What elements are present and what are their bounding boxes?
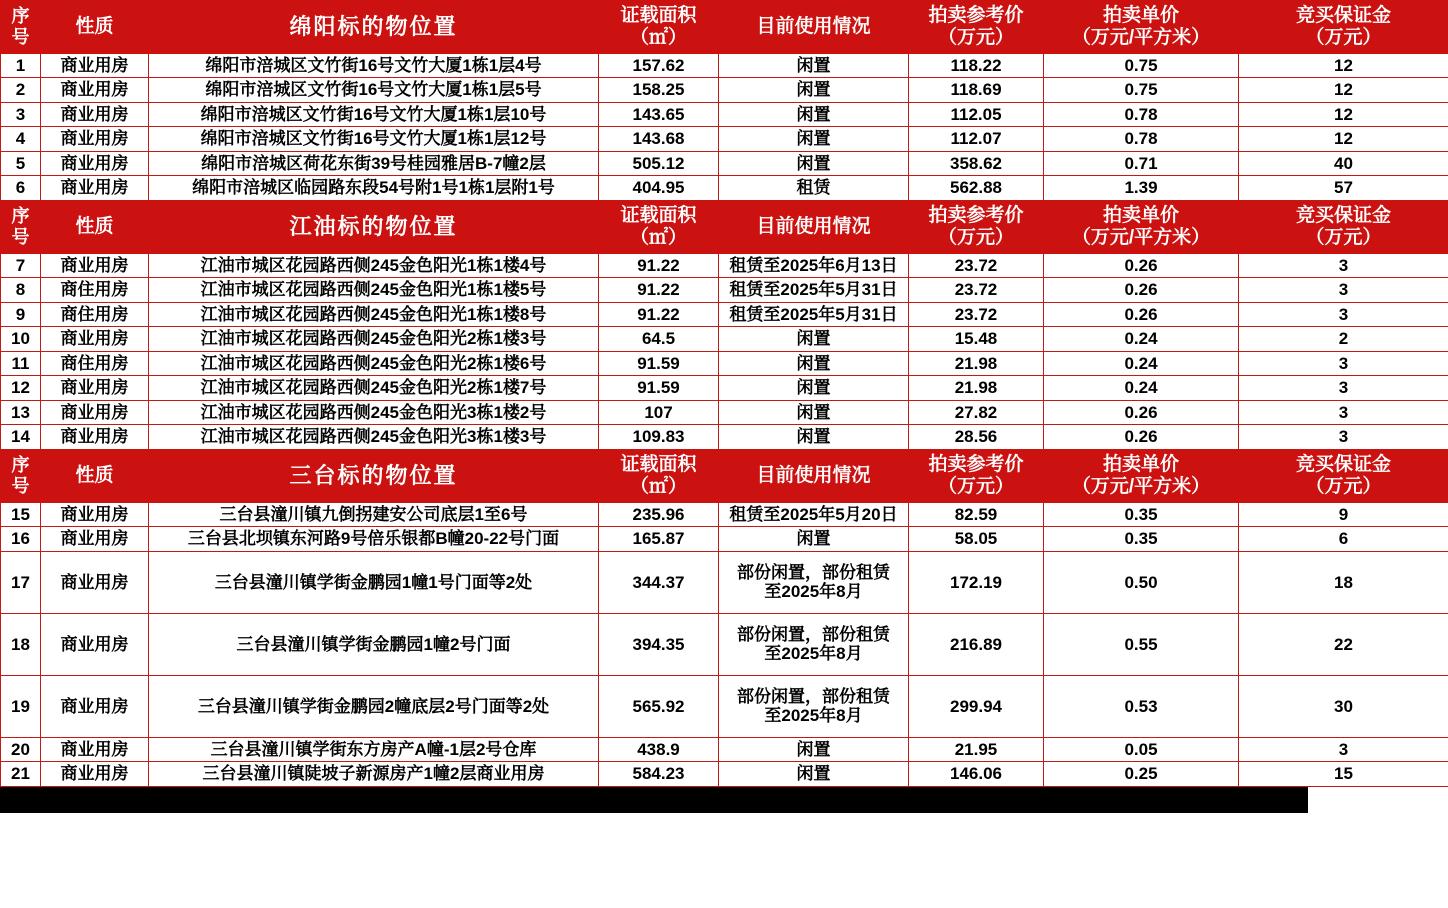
cell-deposit: 3 [1239, 400, 1448, 425]
column-header-nature: 性质 [41, 1, 149, 54]
cell-nature: 商业用房 [41, 376, 149, 401]
cell-nature: 商业用房 [41, 78, 149, 103]
cell-area: 107 [599, 400, 719, 425]
column-header-index: 序号 [1, 1, 41, 54]
cell-area: 143.68 [599, 127, 719, 152]
cell-nature: 商住用房 [41, 278, 149, 303]
cell-location: 绵阳市涪城区荷花东街39号桂园雅居B-7幢2层 [149, 151, 599, 176]
cell-ref-price: 21.98 [909, 351, 1044, 376]
cell-usage-line2: 至2025年8月 [764, 582, 863, 602]
cell-deposit: 2 [1239, 327, 1448, 352]
cell-area: 505.12 [599, 151, 719, 176]
cell-usage: 租赁至2025年5月31日 [719, 302, 909, 327]
table-row [1, 376, 1448, 401]
cell-area: 157.62 [599, 53, 719, 78]
cell-nature: 商业用房 [41, 176, 149, 201]
cell-nature: 商业用房 [41, 151, 149, 176]
column-header-nature: 性质 [41, 450, 149, 503]
cell-index: 5 [1, 151, 41, 176]
column-header-location: 江油标的物位置 [149, 200, 599, 253]
table-row [1, 527, 1448, 552]
table-row [1, 53, 1448, 78]
cell-usage-line1: 部份闲置，部份租赁 [737, 624, 890, 644]
column-header-nature: 性质 [41, 200, 149, 253]
cell-nature: 商业用房 [41, 53, 149, 78]
cell-area: 344.37 [599, 551, 719, 613]
cell-deposit: 3 [1239, 425, 1448, 450]
cell-location: 三台县潼川镇学街金鹏园2幢底层2号门面等2处 [149, 675, 599, 737]
cell-index: 2 [1, 78, 41, 103]
table-row [1, 253, 1448, 278]
cell-deposit: 12 [1239, 127, 1448, 152]
column-header-ref-price [909, 450, 1044, 503]
section-header-row [1, 200, 1448, 253]
cell-usage-line1: 部份闲置，部份租赁 [737, 562, 890, 582]
cell-unit-price: 0.78 [1044, 127, 1239, 152]
cell-location: 绵阳市涪城区临园路东段54号附1号1栋1层附1号 [149, 176, 599, 201]
cell-usage: 租赁 [719, 176, 909, 201]
cell-usage: 闲置 [719, 78, 909, 103]
cell-index: 10 [1, 327, 41, 352]
cell-ref-price: 146.06 [909, 762, 1044, 787]
cell-usage: 租赁至2025年5月31日 [719, 278, 909, 303]
cell-unit-price: 0.25 [1044, 762, 1239, 787]
column-header-unit-price-line2: （万元/平方米） [1071, 475, 1211, 497]
cell-nature: 商业用房 [41, 502, 149, 527]
cell-nature: 商业用房 [41, 737, 149, 762]
cell-ref-price: 358.62 [909, 151, 1044, 176]
column-header-area-line1: 证载面积 [620, 5, 697, 26]
table-row [1, 425, 1448, 450]
cell-ref-price: 112.05 [909, 102, 1044, 127]
table-row [1, 762, 1448, 787]
cell-deposit: 6 [1239, 527, 1448, 552]
cell-nature: 商业用房 [41, 551, 149, 613]
cell-ref-price: 15.48 [909, 327, 1044, 352]
cell-deposit: 12 [1239, 78, 1448, 103]
cell-location: 三台县潼川镇九倒拐建安公司底层1至6号 [149, 502, 599, 527]
cell-unit-price: 0.24 [1044, 376, 1239, 401]
cell-unit-price: 0.26 [1044, 425, 1239, 450]
column-header-area-line2: （㎡） [629, 26, 687, 48]
cell-usage: 闲置 [719, 127, 909, 152]
cell-usage: 闲置 [719, 527, 909, 552]
cell-area: 91.22 [599, 302, 719, 327]
cell-usage: 闲置 [719, 102, 909, 127]
cell-deposit: 22 [1239, 613, 1448, 675]
column-header-unit-price-line1: 拍卖单价 [1102, 5, 1179, 26]
column-header-deposit-line2: （万元） [1305, 226, 1382, 248]
cell-location: 江油市城区花园路西侧245金色阳光1栋1楼4号 [149, 253, 599, 278]
cell-index: 16 [1, 527, 41, 552]
cell-usage [719, 675, 909, 737]
cell-location: 三台县北坝镇东河路9号倍乐银都B幢20-22号门面 [149, 527, 599, 552]
cell-deposit: 3 [1239, 737, 1448, 762]
cell-ref-price: 172.19 [909, 551, 1044, 613]
cell-area: 91.59 [599, 376, 719, 401]
table-row [1, 737, 1448, 762]
cell-unit-price: 0.50 [1044, 551, 1239, 613]
cell-deposit: 12 [1239, 102, 1448, 127]
column-header-index: 序号 [1, 200, 41, 253]
table-row [1, 278, 1448, 303]
table-row [1, 151, 1448, 176]
cell-deposit: 12 [1239, 53, 1448, 78]
cell-nature: 商业用房 [41, 400, 149, 425]
cell-unit-price: 0.35 [1044, 502, 1239, 527]
cell-deposit: 40 [1239, 151, 1448, 176]
column-header-deposit-line1: 竞买保证金 [1295, 454, 1391, 476]
cell-usage: 闲置 [719, 425, 909, 450]
table-row [1, 400, 1448, 425]
cell-area: 91.22 [599, 253, 719, 278]
cell-location: 江油市城区花园路西侧245金色阳光1栋1楼5号 [149, 278, 599, 303]
cell-deposit: 3 [1239, 278, 1448, 303]
column-header-ref-price-line2: （万元） [937, 475, 1014, 497]
cell-ref-price: 21.95 [909, 737, 1044, 762]
cell-usage: 闲置 [719, 737, 909, 762]
cell-usage: 闲置 [719, 400, 909, 425]
bottom-black-bar [0, 787, 1448, 813]
cell-index: 6 [1, 176, 41, 201]
table-row [1, 127, 1448, 152]
cell-nature: 商业用房 [41, 327, 149, 352]
column-header-area [599, 450, 719, 503]
cell-area: 235.96 [599, 502, 719, 527]
cell-nature: 商住用房 [41, 302, 149, 327]
cell-nature: 商业用房 [41, 527, 149, 552]
cell-ref-price: 27.82 [909, 400, 1044, 425]
column-header-unit-price-line1: 拍卖单价 [1102, 454, 1179, 476]
cell-index: 14 [1, 425, 41, 450]
cell-area: 158.25 [599, 78, 719, 103]
column-header-usage: 目前使用情况 [719, 1, 909, 54]
cell-nature: 商业用房 [41, 613, 149, 675]
column-header-unit-price [1044, 200, 1239, 253]
cell-location: 三台县潼川镇学街金鹏园1幢2号门面 [149, 613, 599, 675]
column-header-area-line2: （㎡） [629, 475, 687, 497]
cell-usage: 租赁至2025年5月20日 [719, 502, 909, 527]
column-header-area-line2: （㎡） [629, 226, 687, 248]
cell-nature: 商业用房 [41, 253, 149, 278]
cell-location: 江油市城区花园路西侧245金色阳光2栋1楼6号 [149, 351, 599, 376]
cell-location: 三台县潼川镇学街东方房产A幢-1层2号仓库 [149, 737, 599, 762]
column-header-unit-price-line1: 拍卖单价 [1102, 204, 1179, 226]
column-header-deposit-line1: 竞买保证金 [1295, 204, 1391, 226]
cell-unit-price: 0.26 [1044, 278, 1239, 303]
column-header-index: 序号 [1, 450, 41, 503]
bottom-bar-white-gap [1308, 787, 1448, 813]
cell-deposit: 3 [1239, 351, 1448, 376]
column-header-deposit-line2: （万元） [1305, 26, 1382, 48]
cell-location: 江油市城区花园路西侧245金色阳光2栋1楼3号 [149, 327, 599, 352]
cell-location: 江油市城区花园路西侧245金色阳光1栋1楼8号 [149, 302, 599, 327]
cell-location: 绵阳市涪城区文竹街16号文竹大厦1栋1层12号 [149, 127, 599, 152]
column-header-area [599, 200, 719, 253]
table-row [1, 327, 1448, 352]
cell-unit-price: 0.26 [1044, 400, 1239, 425]
column-header-usage: 目前使用情况 [719, 200, 909, 253]
column-header-deposit [1239, 1, 1448, 54]
cell-unit-price: 1.39 [1044, 176, 1239, 201]
cell-usage: 租赁至2025年6月13日 [719, 253, 909, 278]
cell-usage-line2: 至2025年8月 [764, 706, 863, 726]
cell-usage: 闲置 [719, 151, 909, 176]
table-row [1, 102, 1448, 127]
column-header-ref-price-line1: 拍卖参考价 [928, 5, 1024, 26]
column-header-area-line1: 证载面积 [620, 454, 697, 476]
cell-ref-price: 28.56 [909, 425, 1044, 450]
cell-index: 1 [1, 53, 41, 78]
column-header-unit-price [1044, 1, 1239, 54]
column-header-deposit [1239, 450, 1448, 503]
cell-location: 江油市城区花园路西侧245金色阳光3栋1楼3号 [149, 425, 599, 450]
cell-unit-price: 0.55 [1044, 613, 1239, 675]
cell-index: 17 [1, 551, 41, 613]
cell-location: 绵阳市涪城区文竹街16号文竹大厦1栋1层4号 [149, 53, 599, 78]
cell-ref-price: 112.07 [909, 127, 1044, 152]
cell-location: 绵阳市涪城区文竹街16号文竹大厦1栋1层5号 [149, 78, 599, 103]
column-header-deposit-line2: （万元） [1305, 475, 1382, 497]
table-row [1, 502, 1448, 527]
cell-area: 438.9 [599, 737, 719, 762]
cell-usage: 闲置 [719, 376, 909, 401]
cell-ref-price: 216.89 [909, 613, 1044, 675]
cell-usage: 闲置 [719, 53, 909, 78]
cell-unit-price: 0.24 [1044, 327, 1239, 352]
cell-usage [719, 613, 909, 675]
column-header-deposit-line1: 竞买保证金 [1295, 5, 1391, 26]
cell-index: 15 [1, 502, 41, 527]
cell-nature: 商业用房 [41, 762, 149, 787]
cell-usage [719, 551, 909, 613]
cell-unit-price: 0.24 [1044, 351, 1239, 376]
column-header-deposit [1239, 200, 1448, 253]
cell-deposit: 3 [1239, 302, 1448, 327]
cell-ref-price: 118.69 [909, 78, 1044, 103]
column-header-area [599, 1, 719, 54]
cell-nature: 商业用房 [41, 675, 149, 737]
cell-ref-price: 23.72 [909, 302, 1044, 327]
cell-unit-price: 0.53 [1044, 675, 1239, 737]
cell-usage: 闲置 [719, 762, 909, 787]
column-header-ref-price-line2: （万元） [937, 226, 1014, 248]
cell-unit-price: 0.26 [1044, 253, 1239, 278]
cell-deposit: 30 [1239, 675, 1448, 737]
cell-usage: 闲置 [719, 351, 909, 376]
cell-index: 9 [1, 302, 41, 327]
column-header-unit-price [1044, 450, 1239, 503]
cell-deposit: 57 [1239, 176, 1448, 201]
section-header-row [1, 1, 1448, 54]
cell-index: 8 [1, 278, 41, 303]
column-header-unit-price-line2: （万元/平方米） [1071, 226, 1211, 248]
cell-unit-price: 0.75 [1044, 78, 1239, 103]
cell-index: 18 [1, 613, 41, 675]
cell-area: 91.59 [599, 351, 719, 376]
cell-unit-price: 0.71 [1044, 151, 1239, 176]
cell-unit-price: 0.26 [1044, 302, 1239, 327]
column-header-ref-price [909, 200, 1044, 253]
cell-ref-price: 58.05 [909, 527, 1044, 552]
cell-deposit: 18 [1239, 551, 1448, 613]
cell-area: 404.95 [599, 176, 719, 201]
table-row [1, 176, 1448, 201]
cell-usage-line2: 至2025年8月 [764, 644, 863, 664]
cell-usage: 闲置 [719, 327, 909, 352]
cell-index: 19 [1, 675, 41, 737]
cell-index: 13 [1, 400, 41, 425]
cell-deposit: 3 [1239, 376, 1448, 401]
column-header-area-line1: 证载面积 [620, 204, 697, 226]
cell-deposit: 3 [1239, 253, 1448, 278]
cell-index: 3 [1, 102, 41, 127]
cell-deposit: 15 [1239, 762, 1448, 787]
cell-location: 三台县潼川镇陡坡子新源房产1幢2层商业用房 [149, 762, 599, 787]
cell-unit-price: 0.05 [1044, 737, 1239, 762]
column-header-ref-price-line1: 拍卖参考价 [928, 454, 1024, 476]
cell-index: 21 [1, 762, 41, 787]
cell-ref-price: 23.72 [909, 278, 1044, 303]
cell-area: 64.5 [599, 327, 719, 352]
cell-area: 143.65 [599, 102, 719, 127]
table-row [1, 551, 1448, 613]
cell-area: 165.87 [599, 527, 719, 552]
table-row [1, 675, 1448, 737]
cell-nature: 商业用房 [41, 127, 149, 152]
cell-ref-price: 562.88 [909, 176, 1044, 201]
cell-usage-line1: 部份闲置，部份租赁 [737, 686, 890, 706]
cell-area: 91.22 [599, 278, 719, 303]
cell-nature: 商业用房 [41, 102, 149, 127]
cell-deposit: 9 [1239, 502, 1448, 527]
cell-ref-price: 23.72 [909, 253, 1044, 278]
cell-index: 7 [1, 253, 41, 278]
cell-unit-price: 0.35 [1044, 527, 1239, 552]
table-body [1, 1, 1448, 787]
table-row [1, 302, 1448, 327]
column-header-ref-price-line1: 拍卖参考价 [928, 204, 1024, 226]
column-header-location: 三台标的物位置 [149, 450, 599, 503]
column-header-ref-price-line2: （万元） [937, 26, 1014, 48]
cell-index: 20 [1, 737, 41, 762]
cell-index: 12 [1, 376, 41, 401]
cell-location: 江油市城区花园路西侧245金色阳光3栋1楼2号 [149, 400, 599, 425]
cell-area: 394.35 [599, 613, 719, 675]
cell-area: 584.23 [599, 762, 719, 787]
cell-location: 江油市城区花园路西侧245金色阳光2栋1楼7号 [149, 376, 599, 401]
cell-ref-price: 82.59 [909, 502, 1044, 527]
cell-unit-price: 0.78 [1044, 102, 1239, 127]
table-row [1, 613, 1448, 675]
cell-location: 三台县潼川镇学街金鹏园1幢1号门面等2处 [149, 551, 599, 613]
column-header-usage: 目前使用情况 [719, 450, 909, 503]
column-header-ref-price [909, 1, 1044, 54]
column-header-unit-price-line2: （万元/平方米） [1071, 26, 1211, 48]
cell-unit-price: 0.75 [1044, 53, 1239, 78]
section-header-row [1, 450, 1448, 503]
table-row [1, 78, 1448, 103]
cell-area: 109.83 [599, 425, 719, 450]
cell-ref-price: 299.94 [909, 675, 1044, 737]
cell-nature: 商住用房 [41, 351, 149, 376]
cell-ref-price: 21.98 [909, 376, 1044, 401]
cell-index: 4 [1, 127, 41, 152]
cell-nature: 商业用房 [41, 425, 149, 450]
table-row [1, 351, 1448, 376]
cell-ref-price: 118.22 [909, 53, 1044, 78]
cell-index: 11 [1, 351, 41, 376]
cell-area: 565.92 [599, 675, 719, 737]
column-header-location: 绵阳标的物位置 [149, 1, 599, 54]
cell-location: 绵阳市涪城区文竹街16号文竹大厦1栋1层10号 [149, 102, 599, 127]
